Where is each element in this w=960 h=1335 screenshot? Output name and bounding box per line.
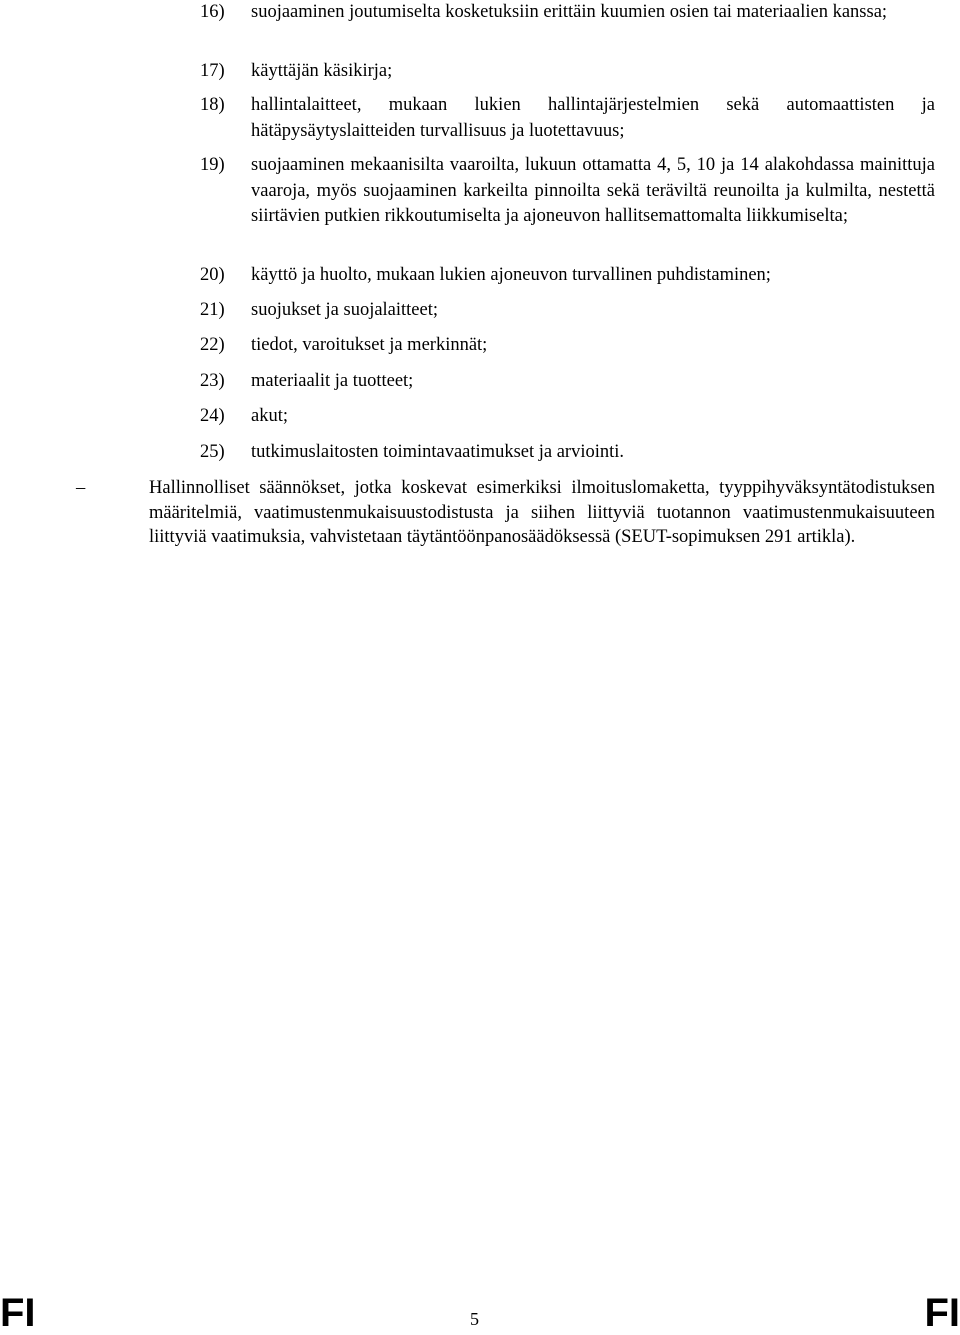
list-item-17 <box>200 59 935 85</box>
item-text: akut; <box>251 406 288 426</box>
footer-page-number: 5 <box>470 1309 479 1329</box>
dash-paragraph-text: Hallinnolliset säännökset, jotka koskevat esimerkiksi ilmoituslomaketta, tyyppihyväksyntätodistuksen määritelmiä, vaatimustenmukaisuustodistusta ja siihen liittyviä tuotannon vaatimustenmukaisuuteen liittyviä vaatimuksia, vahvistetaan täytäntöönpanosäädöksessä (SEUT-sopimuksen 291 artikla). <box>149 478 935 547</box>
list-item-18 <box>200 93 935 144</box>
list-item-21 <box>200 298 935 324</box>
list-item-16 <box>200 0 935 26</box>
item-number: 18) <box>200 95 225 115</box>
item-text: käyttö ja huolto, mukaan lukien ajoneuvon turvallinen puhdistaminen; <box>251 265 771 285</box>
list-item-25 <box>200 440 935 466</box>
item-text: käyttäjän käsikirja; <box>251 61 393 81</box>
item-number: 24) <box>200 406 225 426</box>
footer-language-left: FI <box>0 1291 36 1335</box>
item-number: 22) <box>200 335 225 355</box>
item-text: tiedot, varoitukset ja merkinnät; <box>251 335 488 355</box>
item-number: 19) <box>200 155 225 175</box>
list-item-19 <box>200 153 935 230</box>
item-number: 25) <box>200 442 225 462</box>
item-number: 17) <box>200 61 225 81</box>
dash-paragraph <box>76 476 935 550</box>
list-item-22 <box>200 333 935 359</box>
item-number: 21) <box>200 300 225 320</box>
item-text: tutkimuslaitosten toimintavaatimukset ja arviointi. <box>251 442 625 462</box>
list-item-23 <box>200 369 935 395</box>
list-item-24 <box>200 404 935 430</box>
item-text: suojaaminen mekaanisilta vaaroilta, lukuun ottamatta 4, 5, 10 ja 14 alakohdassa mainittuja vaaroja, myös suojaaminen karkeilta pinnoilta sekä teräviltä reunoilta ja kulmilta, nestettä siirtävien putkien rikkoutumiselta ja ajoneuvon hallitsemattomalta liikkumiselta; <box>251 155 935 226</box>
item-text: materiaalit ja tuotteet; <box>251 371 414 391</box>
item-number: 23) <box>200 371 225 391</box>
item-number: 16) <box>200 2 225 22</box>
item-text: suojaaminen joutumiselta kosketuksiin erittäin kuumien osien tai materiaalien kanssa; <box>251 2 888 22</box>
footer-language-right: FI <box>924 1291 960 1335</box>
item-number: 20) <box>200 265 225 285</box>
item-text: suojukset ja suojalaitteet; <box>251 300 439 320</box>
dash-bullet: – <box>76 478 86 498</box>
item-text: hallintalaitteet, mukaan lukien hallintajärjestelmien sekä automaattisten ja hätäpysäytyslaitteiden turvallisuus ja luotettavuus; <box>251 95 935 141</box>
list-item-20 <box>200 263 935 289</box>
